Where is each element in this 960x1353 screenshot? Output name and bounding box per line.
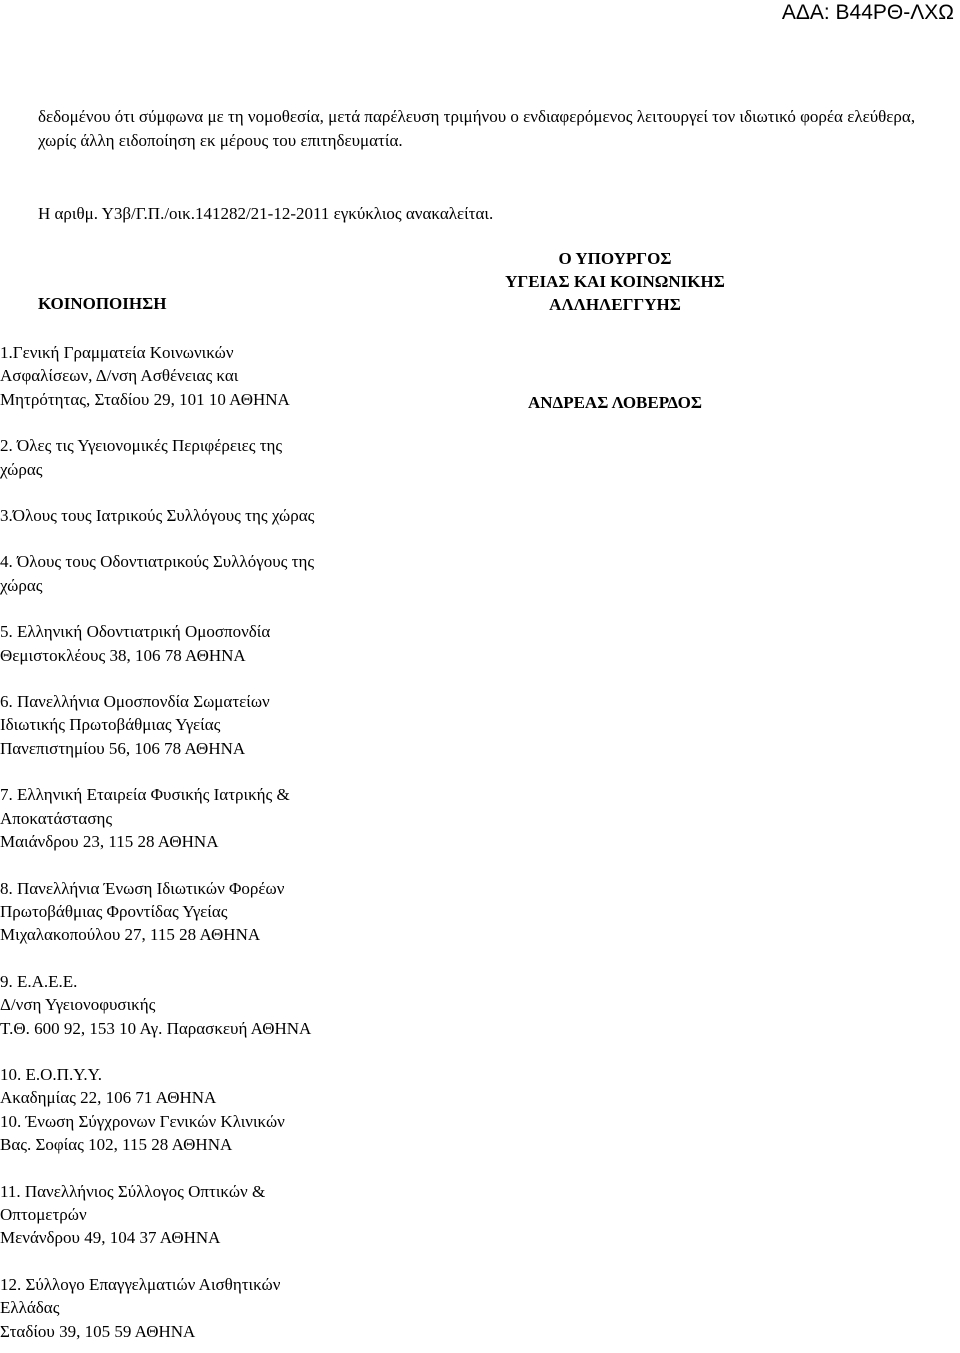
minister-line-1: Ο ΥΠΟΥΡΓΟΣ [558,249,672,268]
recipient-list [0,341,400,1343]
recipient-item: 10. Ένωση Σύγχρονων Γενικών Κλινικών Βας. Σοφίας 102, 115 28 ΑΘΗΝΑ [0,1111,285,1155]
recipient-item: 8. Πανελλήνια Ένωση Ιδιωτικών Φορέων Πρωτοβάθμιας Φροντίδας Υγείας Μιχαλακοπούλου 27, 115 28 ΑΘΗΝΑ [0,878,285,945]
revocation-line: Η αριθμ. Υ3β/Γ.Π./οικ.141282/21-12-2011 εγκύκλιος ανακαλείται. [38,204,494,223]
recipient-item: 2. Όλες τις Υγειονομικές Περιφέρειες της χώρας [0,436,283,479]
recipient-item: 10. Ε.Ο.Π.Υ.Υ. Ακαδημίας 22, 106 71 ΑΘΗΝΑ [0,1064,217,1108]
ada-code: ΑΔΑ: Β44ΡΘ-ΛΧΩ [781,1,954,24]
notification-title: ΚΟΙΝΟΠΟΙΗΣΗ [38,294,167,313]
signatory-name: ΑΝΔΡΕΑΣ ΛΟΒΕΡΔΟΣ [528,393,702,412]
recipient-item: 9. Ε.Α.Ε.Ε. Δ/νση Υγειονοφυσικής Τ.Θ. 600 92, 153 10 Αγ. Παρασκευή ΑΘΗΝΑ [0,971,312,1038]
recipient-item: 1.Γενική Γραμματεία Κοινωνικών Ασφαλίσεων, Δ/νση Ασθένειας και Μητρότητας, Σταδίου 29, 101 10 ΑΘΗΝΑ [0,343,290,409]
recipient-item: 12. Σύλλογο Επαγγελματιών Αισθητικών Ελλάδας Σταδίου 39, 105 59 ΑΘΗΝΑ [0,1274,281,1341]
recipient-item: 5. Ελληνική Οδοντιατρική Ομοσπονδία Θεμιστοκλέους 38, 106 78 ΑΘΗΝΑ [0,622,271,665]
minister-block [425,247,805,316]
recipient-item: 6. Πανελλήνια Ομοσπονδία Σωματείων Ιδιωτικής Πρωτοβάθμιας Υγείας Πανεπιστημίου 56, 106 78 ΑΘΗΝΑ [0,692,270,758]
recipient-item: 4. Όλους τους Οδοντιατρικούς Συλλόγους της χώρας [0,552,315,595]
recipient-item: 11. Πανελλήνιος Σύλλογος Οπτικών & Οπτομετρών Μενάνδρου 49, 104 37 ΑΘΗΝΑ [0,1181,266,1248]
minister-line-3: ΑΛΛΗΛΕΓΓΥΗΣ [549,295,681,314]
minister-line-2: ΥΓΕΙΑΣ ΚΑΙ ΚΟΙΝΩΝΙΚΗΣ [505,272,725,291]
recipient-item: 7. Ελληνική Εταιρεία Φυσικής Ιατρικής & Αποκατάστασης Μαιάνδρου 23, 115 28 ΑΘΗΝΑ [0,785,290,852]
recipient-item: 3.Όλους τους Ιατρικούς Συλλόγους της χώρας [0,506,315,526]
body-paragraph: δεδομένου ότι σύμφωνα με τη νομοθεσία, μετά παρέλευση τριμήνου ο ενδιαφερόμενος λειτουργεί τον ιδιωτικό φορέα ελεύθερα, χωρίς άλλη ειδοποίηση εκ μέρους του επιτηδευματία. [38,107,916,150]
